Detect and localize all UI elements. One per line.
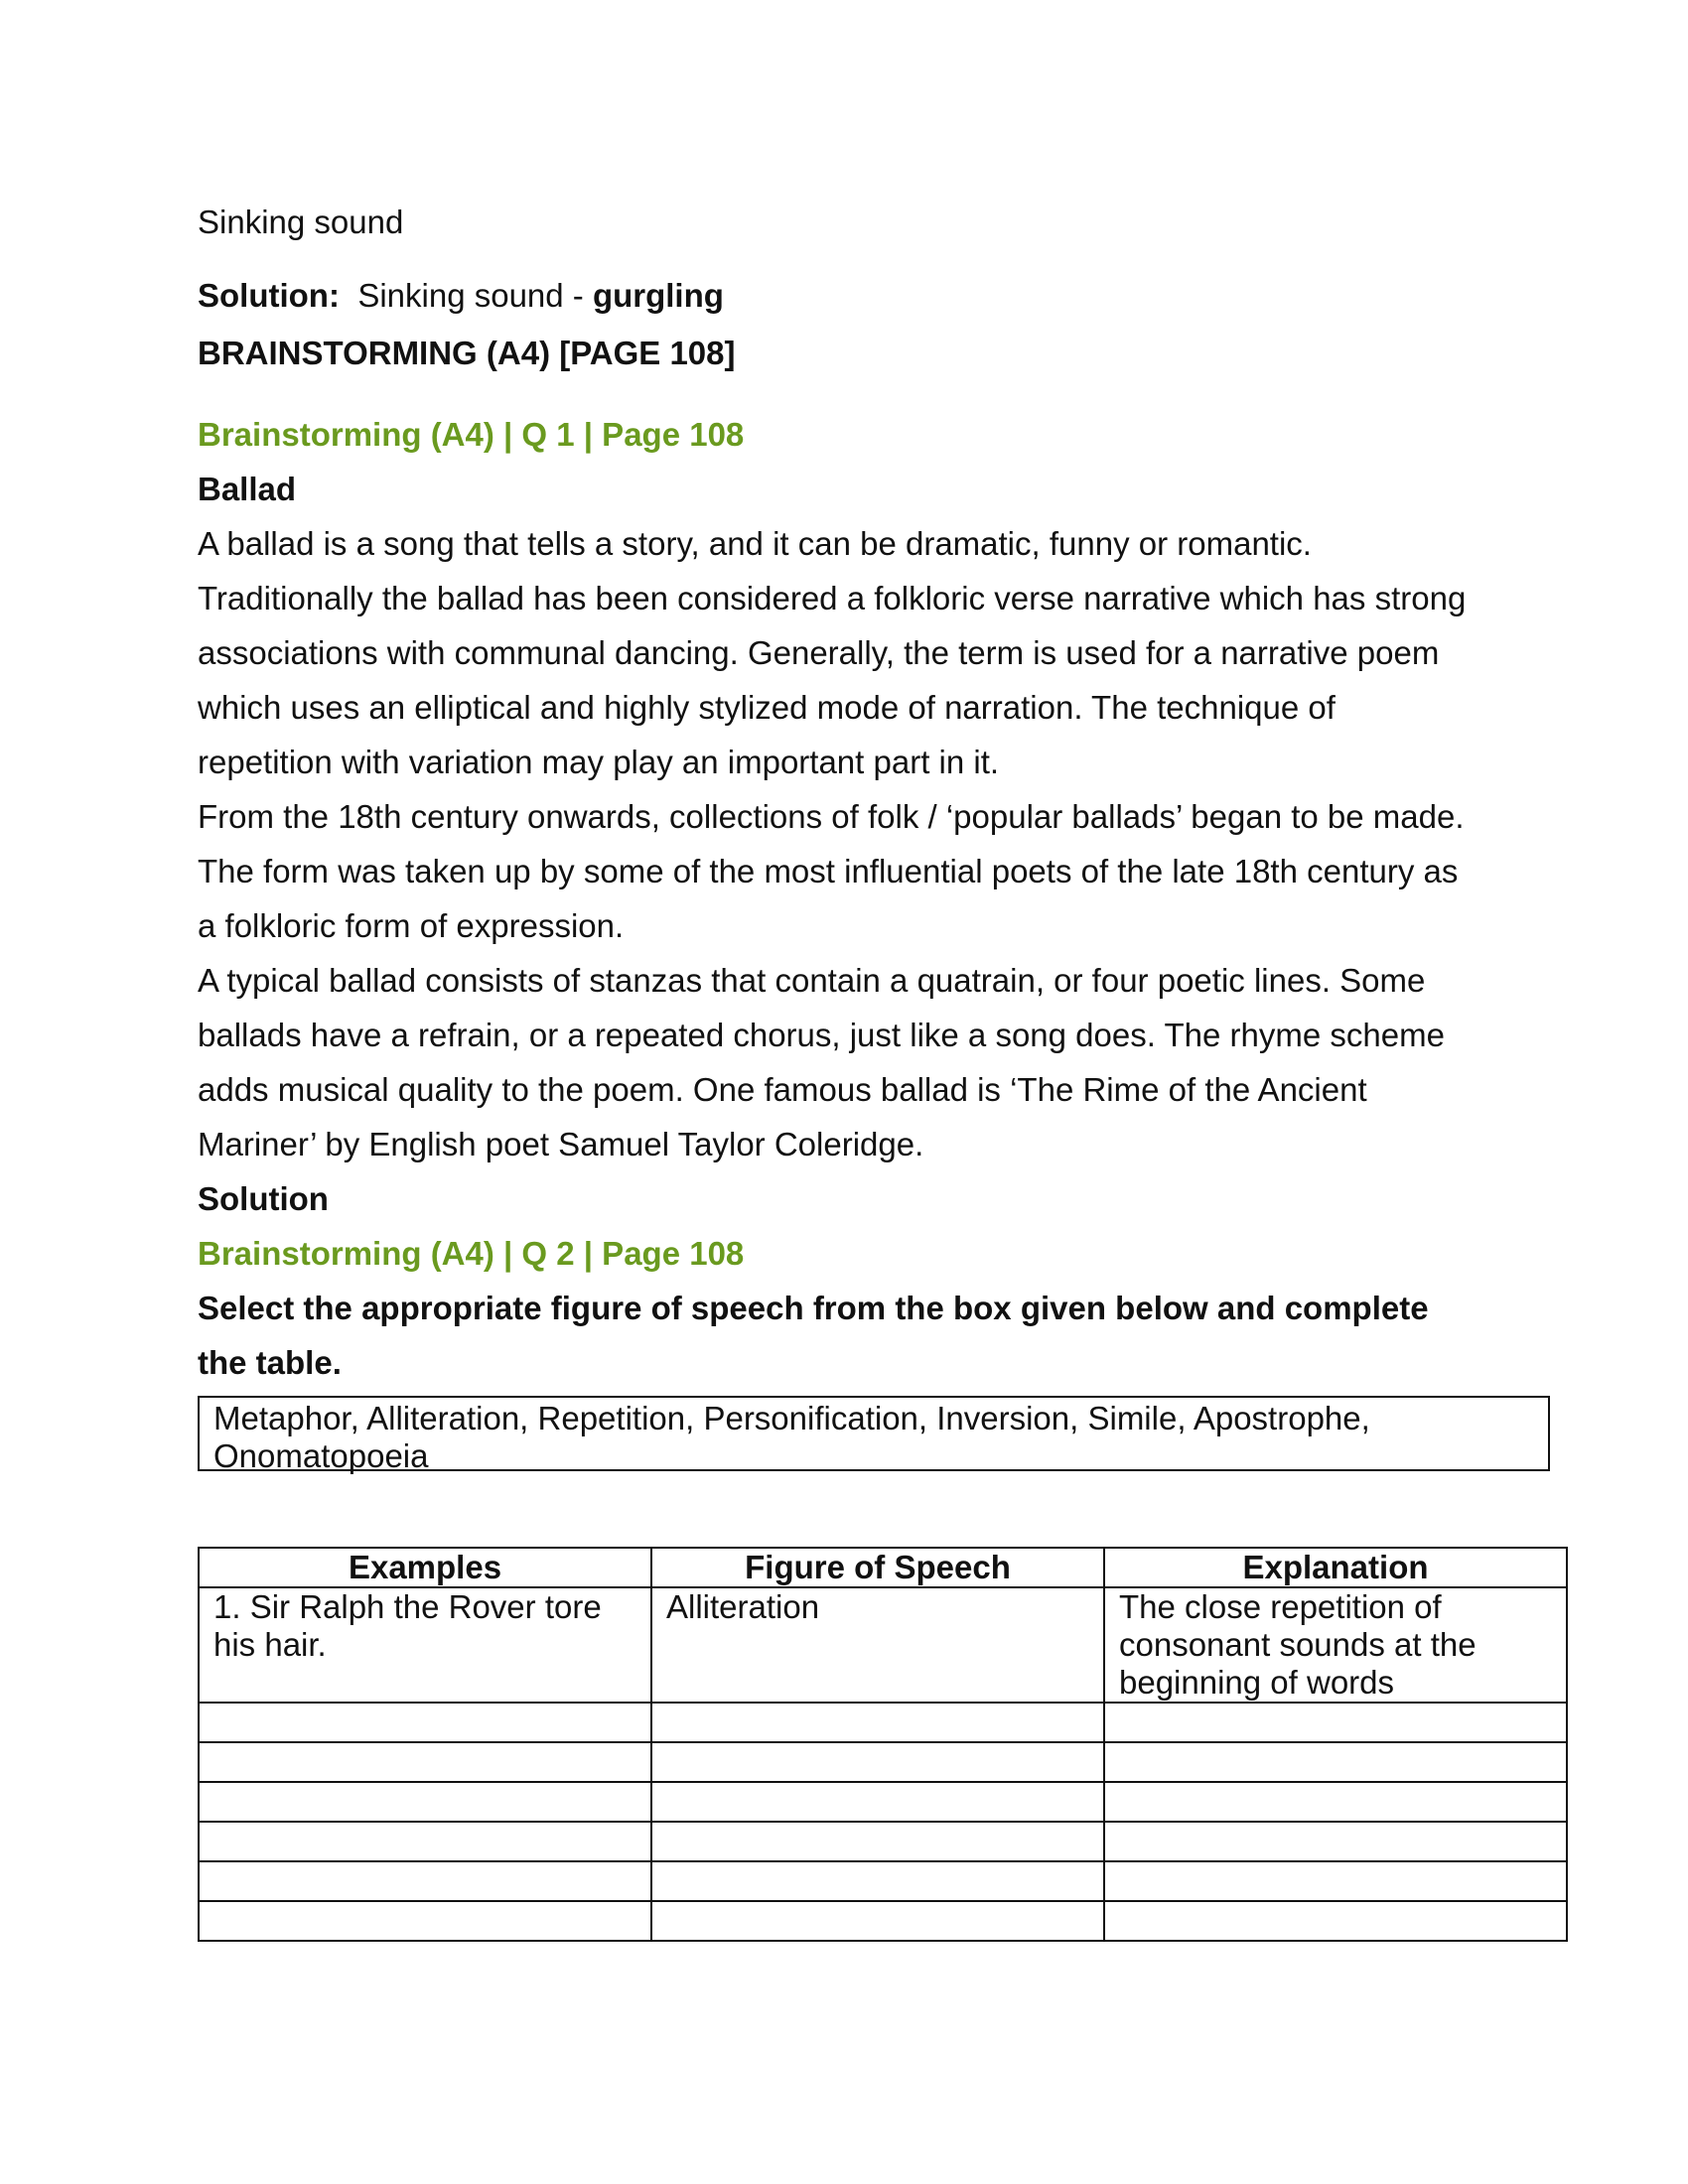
q2-instruction: Select the appropriate figure of speech from the box given below and complete — [198, 1290, 1429, 1326]
solution-text: Sinking sound - — [357, 277, 593, 314]
q2-instruction: the table. — [198, 1344, 342, 1381]
section-heading: BRAINSTORMING (A4) [PAGE 108] — [198, 335, 736, 371]
empty-cell — [651, 1822, 1104, 1861]
explanation-text: consonant sounds at the — [1119, 1626, 1477, 1663]
empty-cell — [199, 1742, 651, 1782]
word-box-line: Metaphor, Alliteration, Repetition, Personification, Inversion, Simile, Apostrophe, — [213, 1400, 1370, 1436]
table-row-empty — [199, 1901, 1567, 1941]
top-label: Sinking sound — [198, 204, 404, 240]
q1-line: which uses an elliptical and highly stylized mode of narration. The technique of — [198, 689, 1336, 726]
table-row-empty — [199, 1861, 1567, 1901]
q1-line: a folkloric form of expression. — [198, 907, 625, 944]
example-text: his hair. — [213, 1626, 327, 1663]
empty-cell — [1104, 1822, 1567, 1861]
explanation-cell — [1104, 1587, 1567, 1703]
empty-cell — [1104, 1703, 1567, 1742]
q1-line: A ballad is a song that tells a story, and it can be dramatic, funny or romantic. — [198, 525, 1312, 562]
q1-line: Mariner’ by English poet Samuel Taylor Coleridge. — [198, 1126, 924, 1162]
word-box-line: Onomatopoeia — [213, 1437, 429, 1474]
solution-line — [198, 268, 1568, 323]
figure-text: Alliteration — [666, 1588, 820, 1625]
example-text: 1. Sir Ralph the Rover tore — [213, 1588, 602, 1625]
explanation-text: beginning of words — [1119, 1664, 1395, 1701]
solution-answer: gurgling — [592, 277, 724, 314]
table-header-row — [199, 1548, 1567, 1587]
empty-cell — [1104, 1782, 1567, 1822]
table-row-empty — [199, 1782, 1567, 1822]
figure-of-speech-table — [198, 1547, 1568, 1942]
word-box — [198, 1396, 1550, 1474]
q1-heading: Brainstorming (A4) | Q 1 | Page 108 — [198, 416, 745, 453]
table-row-empty — [199, 1742, 1567, 1782]
q1-body — [198, 516, 1568, 1171]
empty-cell — [1104, 1901, 1567, 1941]
q1-solution-label: Solution — [198, 1180, 329, 1217]
empty-cell — [199, 1703, 651, 1742]
empty-cell — [1104, 1742, 1567, 1782]
q1-line: associations with communal dancing. Generally, the term is used for a narrative poem — [198, 634, 1440, 671]
q1-line: The form was taken up by some of the most influential poets of the late 18th century as — [198, 853, 1459, 889]
empty-cell — [199, 1901, 651, 1941]
empty-cell — [199, 1782, 651, 1822]
example-cell — [199, 1587, 651, 1703]
empty-cell — [199, 1861, 651, 1901]
q1-line: From the 18th century onwards, collections of folk / ‘popular ballads’ began to be made. — [198, 798, 1465, 835]
q1-line: A typical ballad consists of stanzas that contain a quatrain, or four poetic lines. Some — [198, 962, 1426, 999]
explanation-text: The close repetition of — [1119, 1588, 1442, 1625]
q1-line: Traditionally the ballad has been considered a folkloric verse narrative which has strong — [198, 580, 1467, 616]
table-row-empty — [199, 1703, 1567, 1742]
empty-cell — [651, 1861, 1104, 1901]
empty-cell — [651, 1901, 1104, 1941]
empty-cell — [1104, 1861, 1567, 1901]
empty-cell — [199, 1822, 651, 1861]
header-examples: Examples — [199, 1548, 651, 1587]
header-figure-of-speech: Figure of Speech — [651, 1548, 1104, 1587]
table-row — [199, 1587, 1567, 1703]
q2-heading: Brainstorming (A4) | Q 2 | Page 108 — [198, 1235, 745, 1272]
solution-label: Solution: — [198, 277, 340, 314]
table-row-empty — [199, 1822, 1567, 1861]
empty-cell — [651, 1742, 1104, 1782]
q1-line: adds musical quality to the poem. One famous ballad is ‘The Rime of the Ancient — [198, 1071, 1367, 1108]
header-explanation: Explanation — [1104, 1548, 1567, 1587]
q1-title: Ballad — [198, 471, 297, 507]
q1-line: repetition with variation may play an important part in it. — [198, 744, 1000, 780]
empty-cell — [651, 1703, 1104, 1742]
empty-cell — [651, 1782, 1104, 1822]
page-content — [198, 195, 1568, 1942]
figure-cell — [651, 1587, 1104, 1703]
q1-line: ballads have a refrain, or a repeated chorus, just like a song does. The rhyme scheme — [198, 1017, 1445, 1053]
